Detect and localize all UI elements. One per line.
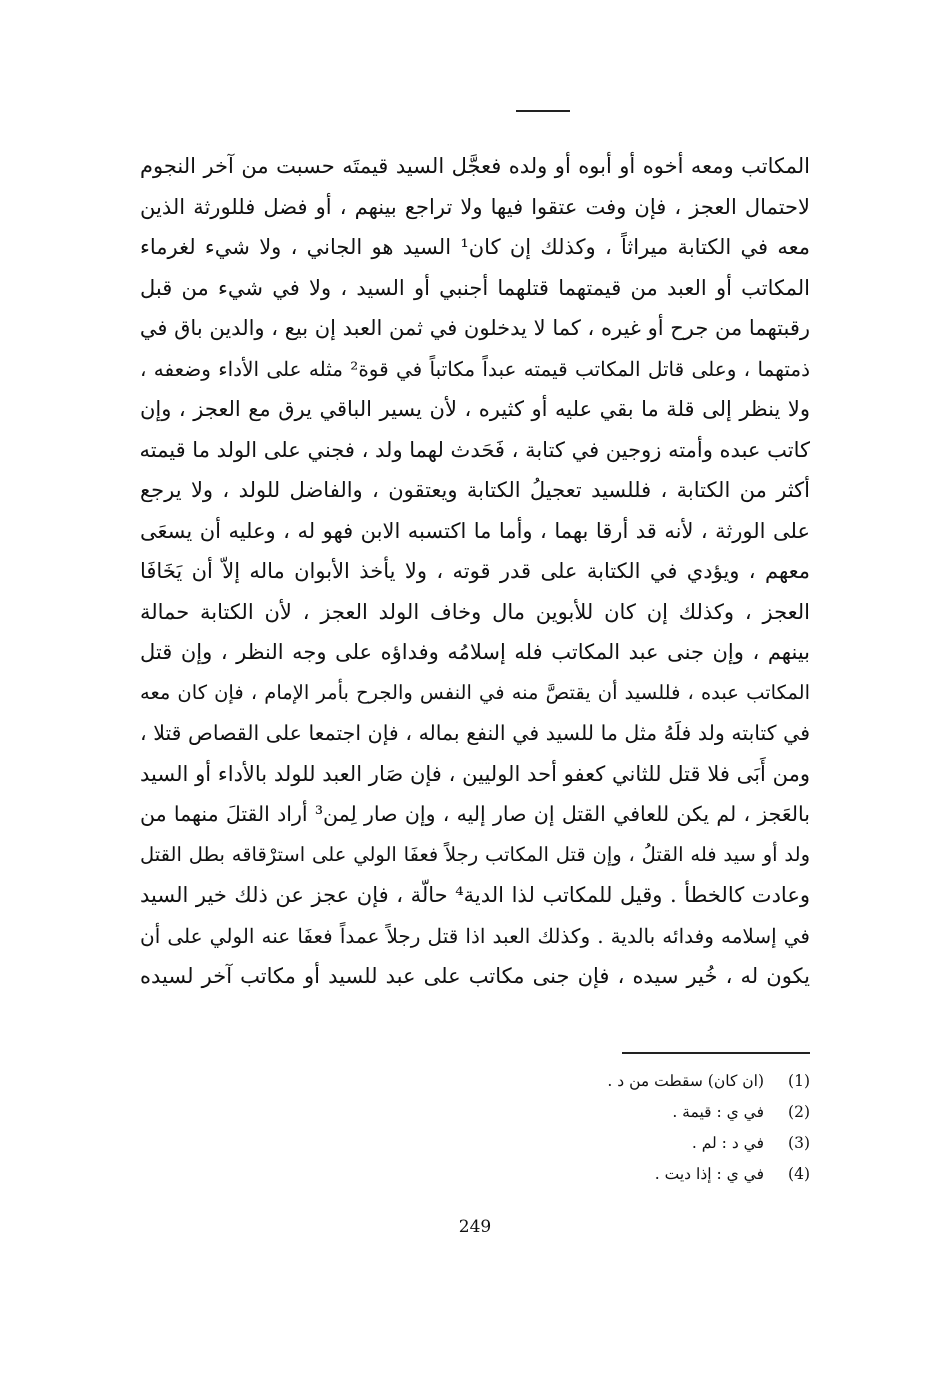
footnote-item <box>410 1097 810 1128</box>
text-line: كاتب عبده وأمته زوجين في كتابة ، فَحَدث لهما ولد ، فجني على الولد ما قيمته <box>139 437 810 462</box>
footnote-number: (2) <box>788 1103 810 1121</box>
footnotes <box>410 1066 810 1190</box>
footnote-item <box>410 1066 810 1097</box>
footnote-number: (4) <box>788 1165 810 1183</box>
text-line: أكثر من الكتابة ، فللسيد تعجيلُ الكتابة ويعتقون ، والفاضل للولد ، ولا يرجع <box>140 478 810 502</box>
text-line: معهم ، ويؤدي في الكتابة على قدر قوته ، ولا يأخذ الأبوان ماله إلاّ أن يَخَافَا <box>140 559 810 583</box>
footnote-separator <box>622 1052 810 1054</box>
text-line: ولا ينظر إلى قلة ما بقي عليه أو كثيره ، لأن يسير الباقي يرق مع العجز ، وإن <box>140 397 810 421</box>
body-text <box>140 146 810 997</box>
text-line: بينهم ، وإن جنى عبد المكاتب فله إسلامُه وفداؤه على وجه النظر ، وإن قتل <box>140 640 810 664</box>
text-line: العجز ، وكذلك إن كان للأبوين مال وخاف الولد العجز ، لأن الكتابة حمالة <box>140 599 810 624</box>
footnote-text: (ان كان) سقطت من د . <box>607 1072 764 1090</box>
footnote-text: في ي : إذا ديت . <box>654 1165 764 1183</box>
footnote-number: (1) <box>788 1072 810 1090</box>
footnote-number: (3) <box>788 1134 810 1152</box>
text-line: بالعَجز ، لم يكن للعافي القتل إن صار إليه ، وإن صار لِمن³ أراد القتلَ منهما من <box>140 802 810 826</box>
header-rule <box>516 110 570 112</box>
text-line: المكاتب عبده ، فللسيد أن يقتصَّ منه في النفس والجرح بأمر الإمام ، فإن كان معه <box>140 680 810 704</box>
text-line: ولد أو سيد فله القتلُ ، وإن قتل المكاتب رجلاً فعفَا الولي على استرْقاقه بطل القتل <box>140 842 810 866</box>
text-line: ذمتهما ، وعلى قاتل المكاتب قيمته عبداً مكاتباً في قوة² مثله على الأداء وضعفه ، <box>140 356 810 381</box>
text-line: لاحتمال العجز ، فإن وفت عتقوا فيها ولا تراجع بينهم ، أو فضل فللورثة الذين <box>140 194 810 219</box>
text-line: في كتابته ولد فلَهُ مثل ما للسيد في النفع بماله ، فإن اجتمعا على القصاص قتلا ، <box>140 721 810 745</box>
page-number: 249 <box>458 1217 492 1237</box>
text-line: وعادت كالخطأ . وقيل للمكاتب لذا الدية⁴ حالّة ، فإن عجز عن ذلك خير السيد <box>140 883 810 907</box>
footnote-item <box>410 1128 810 1159</box>
text-line: المكاتب ومعه أخوه أو أبوه أو ولده فعجَّل السيد قيمتَه حسبت من آخر النجوم <box>140 154 810 178</box>
text-line: على الورثة ، لأنه قد أرقا بهما ، وأما ما اكتسبه الابن فهو له ، وعليه أن يسعَى <box>140 518 810 543</box>
text-line: المكاتب أو العبد من قيمتهما قتلهما أجنبي أو السيد ، ولا في شيء من قبل <box>140 275 810 300</box>
footnote-item <box>410 1159 810 1190</box>
text-line: يكون له ، خُير سيده ، فإن جنى مكاتب على عبد للسيد أو مكاتب آخر لسيده <box>140 964 810 988</box>
footnote-text: في د : لم . <box>691 1134 764 1152</box>
text-line: في إسلامه وفدائه بالدية . وكذلك العبد اذا قتل رجلاً عمداً فعفَا عنه الولي على أن <box>140 923 810 948</box>
footnote-text: في ي : قيمة . <box>672 1103 764 1121</box>
text-line: معه في الكتابة ميراثاً ، وكذلك إن كان¹ السيد هو الجاني ، ولا شيء لغرماء <box>140 235 810 259</box>
text-line: رقبتهما من جرح أو غيره ، كما لا يدخلون في ثمن العبد إن بيع ، والدين باق في <box>139 316 810 340</box>
text-line: ومن أَبَى فلا قتل للثاني كعفو أحد الوليين ، فإن صَار العبد للولد بالأداء أو السيد <box>140 761 810 786</box>
